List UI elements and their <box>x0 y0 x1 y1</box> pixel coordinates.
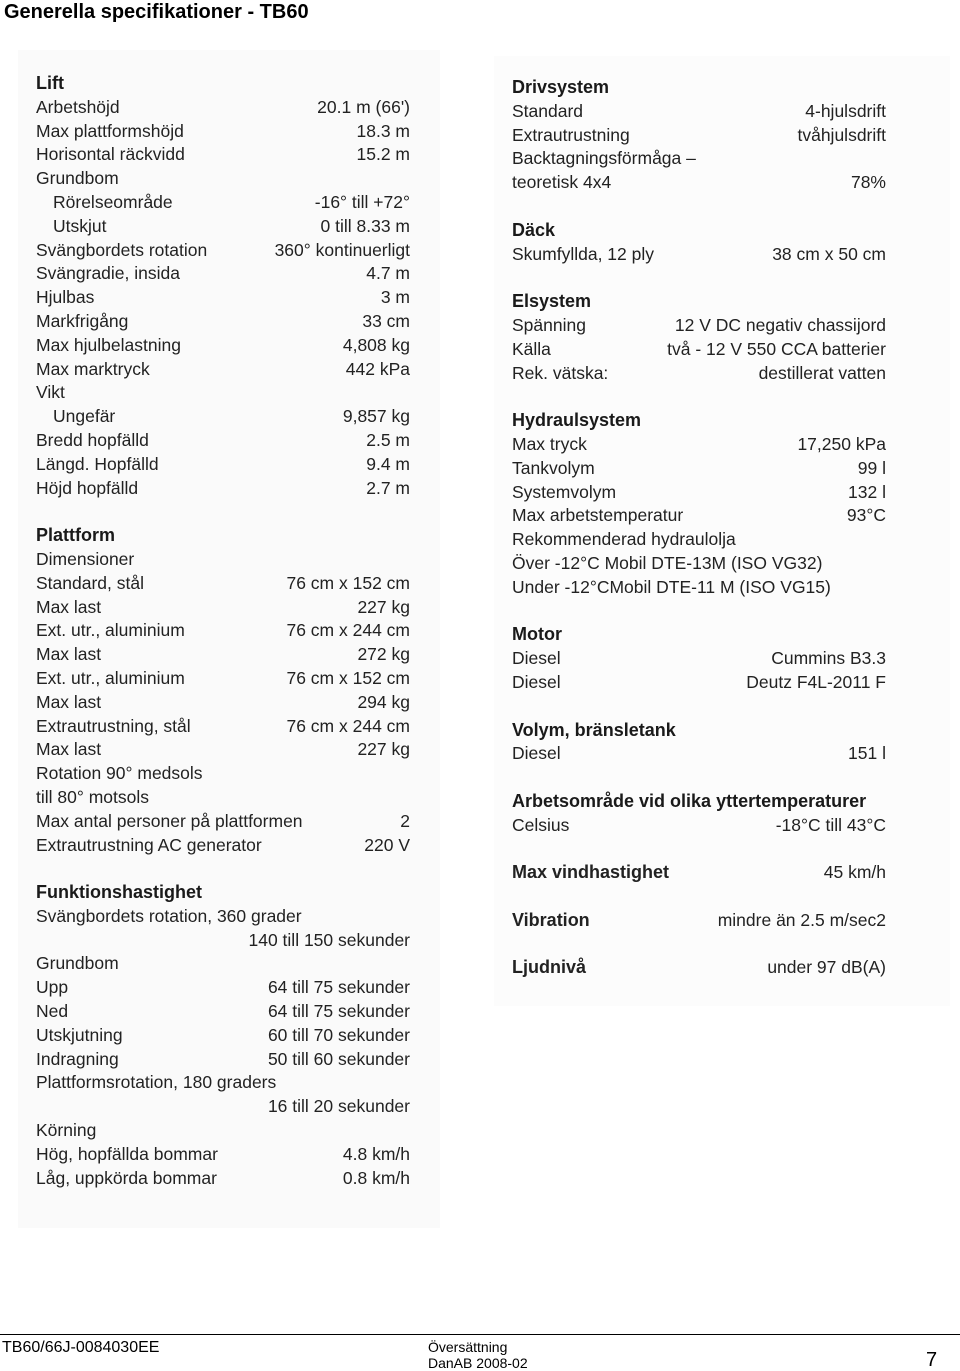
spec-label: Extrautrustning <box>512 124 630 145</box>
spec-label: Max last <box>36 739 102 760</box>
spec-label: Hög, hopfällda bommar <box>36 1143 218 1164</box>
spec-label: Körning <box>36 1120 97 1141</box>
spec-row <box>36 167 410 191</box>
section-vibration <box>512 909 886 933</box>
spec-row <box>36 643 410 667</box>
section-title: Hydraulsystem <box>512 410 642 431</box>
section-motor <box>512 623 886 694</box>
spec-label: Celsius <box>512 814 570 835</box>
spec-row <box>36 762 410 786</box>
spec-row <box>36 120 410 144</box>
section-title: Däck <box>512 219 556 240</box>
section-gap <box>512 266 886 290</box>
section-title: Vibration <box>512 909 590 930</box>
spec-value: 16 till 20 sekunder <box>267 1096 410 1117</box>
spec-row <box>36 191 410 215</box>
spec-value: 4-hjulsdrift <box>805 100 886 121</box>
footer-translation-line1: Översättning <box>428 1339 508 1355</box>
spec-label: Källa <box>512 338 551 359</box>
spec-label: Över -12°C Mobil DTE-13M (ISO VG32) <box>512 552 823 573</box>
spec-value: 2.5 m <box>366 429 410 450</box>
spec-row <box>512 576 886 600</box>
spec-label: Max last <box>36 644 102 665</box>
spec-value: 64 till 75 sekunder <box>267 1001 410 1022</box>
section-ljudniva <box>512 956 886 980</box>
spec-row <box>36 1119 410 1143</box>
spec-row <box>36 429 410 453</box>
spec-row <box>36 929 410 953</box>
spec-row <box>36 691 410 715</box>
spec-label: Vikt <box>36 382 65 403</box>
section-elsystem <box>512 290 886 385</box>
spec-row <box>512 314 886 338</box>
spec-value: 2 <box>400 810 410 831</box>
spec-value: 360° kontinuerligt <box>274 239 410 260</box>
section-volym <box>512 719 886 767</box>
spec-label: Max marktryck <box>36 358 150 379</box>
section-gap <box>36 500 410 524</box>
left-column <box>36 72 410 1190</box>
spec-row <box>512 481 886 505</box>
spec-row <box>36 619 410 643</box>
section-gap <box>512 766 886 790</box>
spec-label: Standard <box>512 100 584 121</box>
spec-row <box>36 286 410 310</box>
spec-row <box>512 338 886 362</box>
spec-row <box>512 504 886 528</box>
spec-label: teoretisk 4x4 <box>512 172 612 193</box>
spec-value: 76 cm x 152 cm <box>286 667 410 688</box>
spec-label: Skumfyllda, 12 ply <box>512 243 655 264</box>
spec-row <box>512 362 886 386</box>
spec-label: Max antal personer på plattformen <box>36 810 303 831</box>
spec-label: Plattformsrotation, 180 graders <box>36 1072 277 1093</box>
spec-value: 60 till 70 sekunder <box>267 1024 410 1045</box>
spec-row <box>512 243 886 267</box>
spec-value: 9,857 kg <box>342 406 410 427</box>
spec-label: Max hjulbelastning <box>36 334 181 355</box>
spec-row <box>36 715 410 739</box>
spec-value: 12 V DC negativ chassijord <box>674 314 886 335</box>
spec-row <box>512 100 886 124</box>
spec-label: Max tryck <box>512 433 587 454</box>
page-title: Generella specifikationer - TB60 <box>4 1 309 23</box>
spec-value: 220 V <box>364 834 410 855</box>
section-max-vindhastighet <box>512 861 886 885</box>
page-number: 7 <box>926 1349 938 1371</box>
spec-value: 294 kg <box>357 691 410 712</box>
spec-label: Diesel <box>512 671 561 692</box>
spec-row <box>36 1071 410 1095</box>
spec-label: Bredd hopfälld <box>36 429 149 450</box>
section-funktionshastighet <box>36 881 410 1190</box>
section-drivsystem <box>512 76 886 195</box>
spec-row <box>36 548 410 572</box>
section-gap <box>512 195 886 219</box>
right-column <box>512 76 886 980</box>
section-title: Max vindhastighet <box>512 862 670 883</box>
spec-label: Tankvolym <box>512 457 595 478</box>
section-title: Elsystem <box>512 291 592 312</box>
spec-value: -18°C till 43°C <box>775 814 886 835</box>
spec-label: Ned <box>36 1001 69 1022</box>
footer-translation <box>428 1339 528 1371</box>
spec-value: 442 kPa <box>345 358 410 379</box>
spec-value: 45 km/h <box>823 862 886 883</box>
spec-value: 76 cm x 244 cm <box>286 715 410 736</box>
spec-value: 227 kg <box>357 596 410 617</box>
spec-label: Dimensioner <box>36 548 135 569</box>
spec-row <box>512 671 886 695</box>
spec-row <box>36 262 410 286</box>
spec-label: Låg, uppkörda bommar <box>36 1167 217 1188</box>
spec-row <box>36 215 410 239</box>
section-gap <box>512 600 886 624</box>
spec-label: Indragning <box>36 1048 119 1069</box>
spec-label: Extrautrustning AC generator <box>36 834 262 855</box>
spec-label: Svängradie, insida <box>36 263 180 284</box>
spec-value: 9.4 m <box>366 453 410 474</box>
spec-label: Höjd hopfälld <box>36 477 139 498</box>
section-dack <box>512 219 886 267</box>
spec-value: 0.8 km/h <box>342 1167 410 1188</box>
spec-label: Max last <box>36 691 102 712</box>
spec-row <box>512 171 886 195</box>
spec-row <box>36 143 410 167</box>
spec-row <box>512 742 886 766</box>
spec-row <box>36 477 410 501</box>
footer-doc-id: TB60/66J-0084030EE <box>2 1339 160 1356</box>
section-title: Motor <box>512 624 562 645</box>
spec-row <box>512 457 886 481</box>
spec-row <box>36 834 410 858</box>
section-lift <box>36 72 410 500</box>
footer-divider <box>0 1334 960 1335</box>
section-arbetsomrade <box>512 790 886 838</box>
spec-label: Ungefär <box>53 406 116 427</box>
spec-label: Systemvolym <box>512 481 617 502</box>
spec-label: Max plattformshöjd <box>36 120 184 141</box>
spec-value: 4,808 kg <box>342 334 410 355</box>
spec-label: Diesel <box>512 648 561 669</box>
spec-label: Standard, stål <box>36 572 144 593</box>
section-gap <box>36 857 410 881</box>
spec-row <box>36 976 410 1000</box>
spec-row <box>36 1024 410 1048</box>
spec-value: tvåhjulsdrift <box>797 124 886 145</box>
spec-row <box>36 810 410 834</box>
spec-row <box>512 147 886 171</box>
spec-value: mindre än 2.5 m/sec2 <box>717 909 886 930</box>
spec-row <box>36 453 410 477</box>
spec-value: 64 till 75 sekunder <box>267 977 410 998</box>
spec-label: Längd. Hopfälld <box>36 453 159 474</box>
spec-label: Horisontal räckvidd <box>36 144 185 165</box>
spec-row <box>36 334 410 358</box>
spec-label: Extrautrustning, stål <box>36 715 191 736</box>
spec-value: 272 kg <box>357 644 410 665</box>
spec-value: 17,250 kPa <box>797 433 886 454</box>
spec-value: 15.2 m <box>356 144 410 165</box>
spec-value: 151 l <box>848 743 886 764</box>
spec-row <box>512 528 886 552</box>
spec-value: Deutz F4L-2011 F <box>746 671 886 692</box>
spec-label: Backtagningsförmåga – <box>512 148 696 169</box>
spec-label: Svängbordets rotation <box>36 239 208 260</box>
spec-value: 33 cm <box>362 310 410 331</box>
spec-value: 78% <box>850 172 886 193</box>
section-gap <box>512 838 886 862</box>
spec-label: Diesel <box>512 743 561 764</box>
spec-value: 0 till 8.33 m <box>320 215 410 236</box>
spec-row <box>36 1143 410 1167</box>
section-title: Drivsystem <box>512 77 610 97</box>
spec-value: 2.7 m <box>366 477 410 498</box>
spec-value: 76 cm x 152 cm <box>286 572 410 593</box>
spec-label: Ext. utr., aluminium <box>36 667 185 688</box>
section-title: Funktionshastighet <box>36 882 202 903</box>
section-plattform <box>36 524 410 857</box>
section-title: Lift <box>36 73 64 93</box>
spec-value: 227 kg <box>357 739 410 760</box>
spec-value: två - 12 V 550 CCA batterier <box>667 338 886 359</box>
spec-value: 140 till 150 sekunder <box>248 929 410 950</box>
section-title: Arbetsområde vid olika yttertemperaturer <box>512 790 867 811</box>
spec-value: 38 cm x 50 cm <box>772 243 886 264</box>
spec-row <box>36 596 410 620</box>
spec-row <box>36 1167 410 1191</box>
spec-label: Rörelseområde <box>53 191 173 212</box>
spec-row <box>512 552 886 576</box>
spec-row <box>36 405 410 429</box>
spec-row <box>36 1000 410 1024</box>
section-gap <box>512 885 886 909</box>
spec-value: 4.8 km/h <box>342 1143 410 1164</box>
section-gap <box>512 385 886 409</box>
spec-row <box>36 310 410 334</box>
section-title: Volym, bränsletank <box>512 719 676 740</box>
spec-label: Grundbom <box>36 168 119 189</box>
spec-value: under 97 dB(A) <box>767 957 886 978</box>
spec-row <box>36 96 410 120</box>
spec-row <box>512 647 886 671</box>
spec-row <box>36 1048 410 1072</box>
spec-value: 3 m <box>380 287 410 308</box>
spec-row <box>36 358 410 382</box>
spec-row <box>36 667 410 691</box>
section-title: Plattform <box>36 525 116 546</box>
spec-label: Spänning <box>512 314 586 335</box>
spec-value: 18.3 m <box>356 120 410 141</box>
section-title: Ljudnivå <box>512 957 587 978</box>
spec-label: Utskjutning <box>36 1024 123 1045</box>
spec-label: Rek. vätska: <box>512 362 609 383</box>
spec-row <box>36 952 410 976</box>
spec-row <box>36 905 410 929</box>
spec-label: Hjulbas <box>36 287 95 308</box>
spec-label: Rotation 90° medsols <box>36 763 203 784</box>
spec-value: destillerat vatten <box>758 362 886 383</box>
spec-row <box>36 381 410 405</box>
spec-row <box>36 1095 410 1119</box>
spec-row <box>36 239 410 263</box>
spec-value: -16° till +72° <box>314 191 410 212</box>
spec-label: Rekommenderad hydraulolja <box>512 529 736 550</box>
spec-row <box>512 433 886 457</box>
spec-row <box>36 572 410 596</box>
spec-value: Cummins B3.3 <box>771 648 886 669</box>
section-hydraulsystem <box>512 409 886 599</box>
spec-label: Arbetshöjd <box>36 96 120 117</box>
spec-row <box>512 814 886 838</box>
spec-value: 93°C <box>846 505 886 526</box>
spec-value: 20.1 m (66') <box>317 96 410 117</box>
spec-label: Max last <box>36 596 102 617</box>
spec-row <box>36 738 410 762</box>
spec-row <box>36 786 410 810</box>
spec-label: Ext. utr., aluminium <box>36 620 185 641</box>
footer-translation-line2: DanAB 2008-02 <box>428 1355 528 1371</box>
spec-label: Grundbom <box>36 953 119 974</box>
spec-value: 4.7 m <box>366 263 410 284</box>
section-gap <box>512 695 886 719</box>
spec-label: Markfrigång <box>36 310 129 331</box>
spec-value: 99 l <box>857 457 886 478</box>
spec-row <box>512 124 886 148</box>
section-gap <box>512 933 886 957</box>
spec-label: Upp <box>36 977 69 998</box>
spec-value: 76 cm x 244 cm <box>286 620 410 641</box>
spec-label: Utskjut <box>53 215 107 236</box>
spec-value: 132 l <box>848 481 886 502</box>
spec-label: Under -12°CMobil DTE-11 M (ISO VG15) <box>512 576 831 597</box>
spec-value: 50 till 60 sekunder <box>267 1048 410 1069</box>
spec-label: Svängbordets rotation, 360 grader <box>36 905 302 926</box>
spec-label: till 80° motsols <box>36 786 150 807</box>
spec-label: Max arbetstemperatur <box>512 505 684 526</box>
